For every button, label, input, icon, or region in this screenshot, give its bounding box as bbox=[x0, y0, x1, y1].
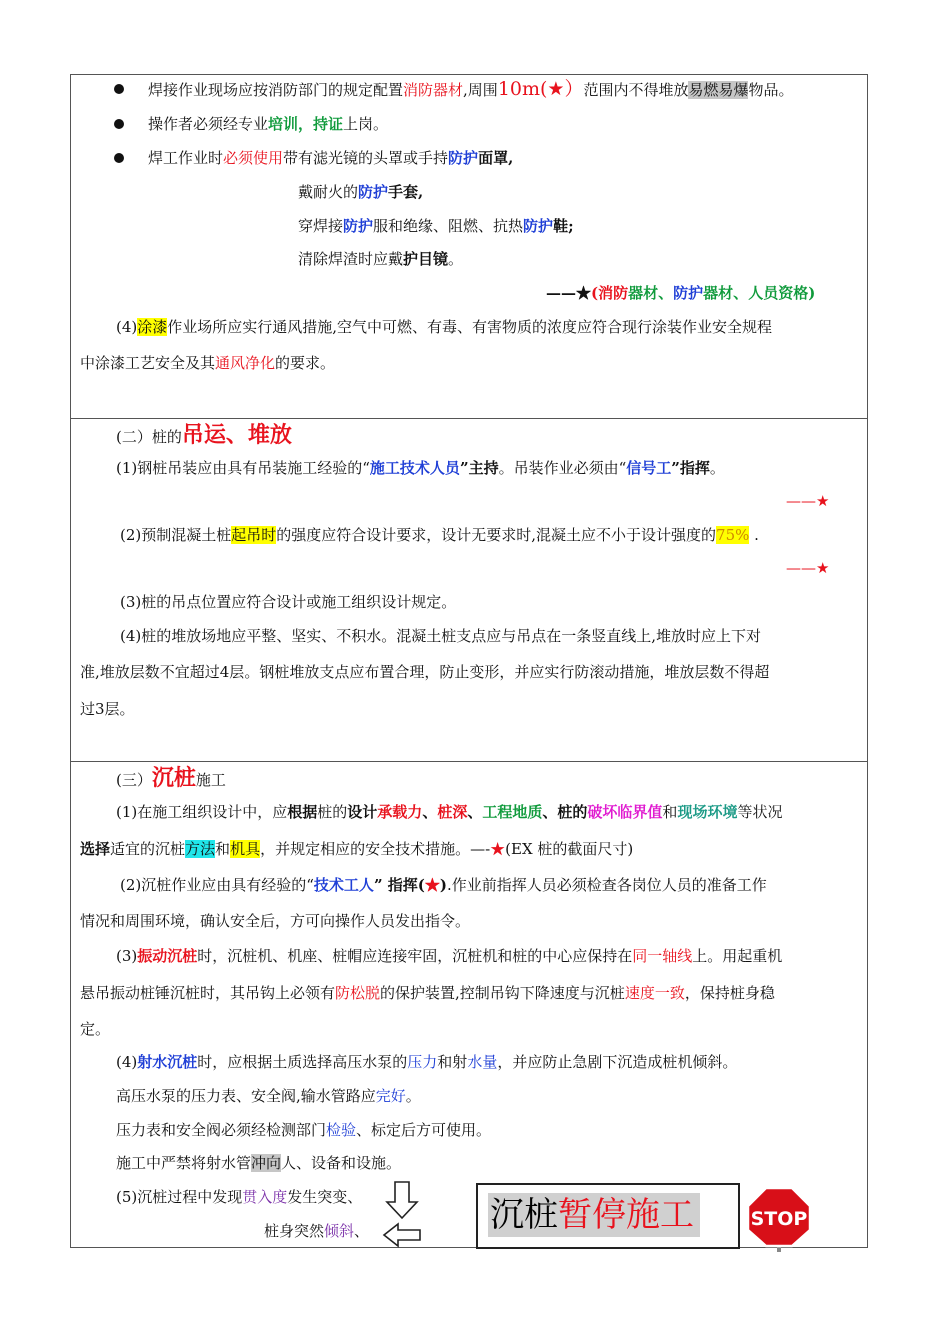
star-mark: ——★ bbox=[786, 559, 830, 577]
text: 、标定后方可使用。 bbox=[356, 1121, 492, 1139]
text: . bbox=[749, 526, 759, 544]
text: 的要求。 bbox=[275, 354, 336, 372]
highlight: 冲向 bbox=[251, 1154, 282, 1172]
keyword: 设计 bbox=[347, 803, 378, 821]
text: ，保持桩身稳 bbox=[684, 984, 775, 1002]
text: 和 bbox=[662, 803, 678, 821]
clothes-line bbox=[298, 215, 574, 237]
keyword: 水量 bbox=[467, 1053, 498, 1071]
painting-paragraph-cont bbox=[80, 352, 335, 374]
text: 戴耐火的 bbox=[298, 183, 359, 201]
keyword: 施工技术人员 bbox=[369, 459, 460, 477]
keyword: 消防器材 bbox=[403, 81, 464, 99]
text: 人、设备和设施。 bbox=[281, 1154, 402, 1172]
text: (5)沉桩过程中发现 bbox=[116, 1188, 243, 1206]
highlight: 易燃易爆 bbox=[688, 81, 749, 99]
section-3-title bbox=[116, 764, 226, 794]
keyword: 防护 bbox=[523, 217, 554, 235]
keyword: 根据 bbox=[287, 803, 318, 821]
text: (1)钢桩吊装应由具有吊装施工经验的“ bbox=[116, 459, 370, 477]
text: 适宜的沉桩 bbox=[110, 840, 186, 858]
star-mark: ★ bbox=[424, 876, 440, 894]
text: ，并规定相应的安全技术措施。—- bbox=[260, 840, 491, 858]
text: 、 bbox=[542, 803, 558, 821]
section-divider-1 bbox=[70, 418, 868, 419]
text: 。吊装作业必须由“ bbox=[498, 459, 627, 477]
text: 鞋; bbox=[553, 217, 574, 235]
stop-sign-icon bbox=[744, 1184, 816, 1252]
keyword: 同一轴线 bbox=[632, 947, 693, 965]
keyword: 防护 bbox=[673, 284, 704, 302]
bullet-icon bbox=[114, 119, 124, 129]
stop-construction-title bbox=[488, 1193, 700, 1237]
stacking-paragraph-3: 过3层。 bbox=[80, 700, 135, 718]
text: 、 bbox=[354, 1222, 370, 1240]
stop-sign-label: STOP bbox=[750, 1208, 808, 1230]
text: 和射 bbox=[437, 1053, 468, 1071]
text: 时，沉桩机、机座、桩帽应连接牢固，沉桩机和桩的中心应保持在 bbox=[197, 947, 633, 965]
highlight: 方法 bbox=[185, 840, 216, 858]
water-jet-paragraph bbox=[116, 1051, 737, 1073]
highlight: 机具 bbox=[230, 840, 261, 858]
keyword: 完好 bbox=[375, 1087, 406, 1105]
steel-pile-paragraph bbox=[116, 457, 725, 479]
stacking-paragraph-1: (4)桩的堆放场地应平整、坚实、不积水。混凝土桩支点应与吊点在一条竖直线上,堆放时应上下对 bbox=[120, 627, 762, 645]
gloves-line bbox=[298, 181, 423, 203]
text: 作业场所应实行通风措施,空气中可燃、有毒、有害物质的浓度应符合现行涂装作业安全规程 bbox=[167, 318, 773, 336]
text: ” 指挥( bbox=[373, 876, 425, 894]
text: (EX 桩的截面尺寸) bbox=[505, 840, 634, 858]
text: 操作者必须经专业 bbox=[148, 115, 269, 133]
text: 桩身突然 bbox=[264, 1222, 325, 1240]
keyword: 10m(★） bbox=[497, 78, 584, 100]
text: 物品。 bbox=[748, 81, 794, 99]
text: 上岗。 bbox=[343, 115, 389, 133]
keyword: 信号工 bbox=[626, 459, 672, 477]
lifting-point-paragraph: (3)桩的吊点位置应符合设计或施工组织设计规定。 bbox=[120, 593, 457, 611]
keyword: 器材、 bbox=[628, 284, 674, 302]
design-paragraph-cont bbox=[80, 838, 633, 860]
text: 等状况 bbox=[737, 803, 783, 821]
text: 上。用起重机 bbox=[692, 947, 783, 965]
keyword: 防护 bbox=[343, 217, 374, 235]
text: 面罩, bbox=[478, 149, 514, 167]
pump-line bbox=[116, 1085, 421, 1107]
text: ”主持 bbox=[459, 459, 499, 477]
keyword: 振动沉桩 bbox=[137, 947, 198, 965]
keyword: 防护 bbox=[448, 149, 479, 167]
section-2-title bbox=[116, 421, 292, 451]
keyword: 贯入度 bbox=[242, 1188, 288, 1206]
text: 高压水泵的压力表、安全阀,输水管路应 bbox=[116, 1087, 376, 1105]
star-mark: ——★ bbox=[786, 492, 830, 510]
text: 悬吊振动桩锤沉桩时，其吊钩上必领有 bbox=[80, 984, 336, 1002]
keyword: 人员资格 bbox=[748, 284, 809, 302]
goggles-line bbox=[298, 248, 463, 270]
text: ，并应防止急剧下沉造成桩机倾斜。 bbox=[497, 1053, 738, 1071]
heading-keyword: 吊运、堆放 bbox=[181, 422, 292, 448]
design-paragraph bbox=[116, 801, 782, 823]
worker-paragraph-cont: 情况和周围环境，确认安全后，方可向操作人员发出指令。 bbox=[80, 912, 471, 930]
keyword: 选择 bbox=[80, 840, 111, 858]
gauge-line bbox=[116, 1119, 491, 1141]
text: 、 bbox=[422, 803, 438, 821]
text: (3) bbox=[116, 947, 138, 965]
text: 服和绝缘、阻燃、抗热 bbox=[373, 217, 524, 235]
section-divider-2 bbox=[70, 761, 868, 762]
text: 手套, bbox=[388, 183, 424, 201]
keyword: 技术工人 bbox=[313, 876, 374, 894]
text: 带有滤光镜的头罩或手持 bbox=[283, 149, 449, 167]
text: 焊接作业现场应按消防部门的规定配置 bbox=[148, 81, 404, 99]
text: 中涂漆工艺安全及其 bbox=[80, 354, 216, 372]
keyword: 护目镜 bbox=[403, 250, 449, 268]
text: 焊工作业时 bbox=[148, 149, 224, 167]
text: 发生突变、 bbox=[287, 1188, 363, 1206]
hose-line bbox=[116, 1152, 401, 1174]
vibration-paragraph-cont bbox=[80, 982, 775, 1004]
text: 暂停施工 bbox=[558, 1195, 694, 1235]
keyword: 防松脱 bbox=[335, 984, 381, 1002]
text: 桩的 bbox=[317, 803, 348, 821]
bullet-icon bbox=[114, 153, 124, 163]
painting-paragraph bbox=[116, 316, 772, 338]
keyword: 消防 bbox=[598, 284, 629, 302]
text: 、 bbox=[467, 803, 483, 821]
highlight: 起吊时 bbox=[231, 526, 277, 544]
keyword: 防护 bbox=[358, 183, 389, 201]
text: 范围内不得堆放 bbox=[583, 81, 689, 99]
highlight: 75% bbox=[716, 526, 750, 544]
text: ——★ bbox=[546, 284, 592, 302]
text: .作业前指挥人员必须检查各岗位人员的准备工作 bbox=[447, 876, 767, 894]
text: (2)沉桩作业应由具有经验的“ bbox=[120, 876, 314, 894]
heading-keyword: 沉桩 bbox=[151, 765, 196, 791]
keyword: 现场环境 bbox=[677, 803, 738, 821]
text: 施工 bbox=[195, 771, 226, 789]
bullet-icon bbox=[114, 84, 124, 94]
arrow-left-icon bbox=[382, 1222, 422, 1248]
keyword: 承载力 bbox=[377, 803, 423, 821]
text: 穿焊接 bbox=[298, 217, 344, 235]
worker-paragraph bbox=[120, 874, 767, 896]
text: ( bbox=[591, 284, 599, 302]
text: ) bbox=[808, 284, 816, 302]
keyword: 桩的 bbox=[557, 803, 588, 821]
text: (4) bbox=[116, 1053, 138, 1071]
text: ”指挥 bbox=[671, 459, 710, 477]
star-mark: ★ bbox=[490, 840, 506, 858]
keyword: 破坏临界值 bbox=[587, 803, 663, 821]
text: 施工中严禁将射水管 bbox=[116, 1154, 252, 1172]
text: 。 bbox=[405, 1087, 421, 1105]
text: 和 bbox=[215, 840, 231, 858]
training-line bbox=[148, 113, 388, 135]
text: 时，应根据土质选择高压水泵的 bbox=[197, 1053, 408, 1071]
summary-line bbox=[546, 282, 815, 304]
text: (二）桩的 bbox=[116, 428, 182, 446]
keyword: 必须使用 bbox=[223, 149, 284, 167]
keyword: 桩深 bbox=[437, 803, 468, 821]
keyword: 工程地质 bbox=[482, 803, 543, 821]
text: (1)在施工组织设计中，应 bbox=[116, 803, 288, 821]
arrow-down-icon bbox=[384, 1180, 420, 1220]
highlight: 涂漆 bbox=[137, 318, 168, 336]
keyword: 速度一致 bbox=[624, 984, 685, 1002]
mask-line bbox=[148, 147, 513, 169]
keyword: 射水沉桩 bbox=[137, 1053, 198, 1071]
keyword: 倾斜 bbox=[324, 1222, 355, 1240]
text: 压力表和安全阀必须经检测部门 bbox=[116, 1121, 327, 1139]
fire-equipment-line bbox=[148, 78, 794, 101]
text: 。 bbox=[448, 250, 464, 268]
tilt-line bbox=[264, 1220, 369, 1242]
text: (2)预制混凝土桩 bbox=[120, 526, 232, 544]
text: 。 bbox=[709, 459, 725, 477]
keyword: 检验 bbox=[326, 1121, 357, 1139]
penetration-line bbox=[116, 1186, 362, 1208]
text: 的保护装置,控制吊钩下降速度与沉桩 bbox=[380, 984, 625, 1002]
concrete-pile-paragraph bbox=[120, 524, 759, 546]
text: 沉桩 bbox=[490, 1195, 558, 1235]
stop-construction-box bbox=[476, 1183, 740, 1249]
vibration-paragraph bbox=[116, 945, 782, 967]
text: 清除焊渣时应戴 bbox=[298, 250, 404, 268]
keyword: 培训，持证 bbox=[268, 115, 344, 133]
stacking-paragraph-2: 准,堆放层数不宜超过4层。钢桩堆放支点应布置合理，防止变形，并应实行防滚动措施，堆放层数不得超 bbox=[80, 663, 770, 681]
text: ) bbox=[439, 876, 448, 894]
keyword: 器材、 bbox=[703, 284, 749, 302]
keyword: 通风净化 bbox=[215, 354, 276, 372]
vibration-paragraph-end: 定。 bbox=[80, 1020, 111, 1038]
text: 的强度应符合设计要求，设计无要求时,混凝土应不小于设计强度的 bbox=[276, 526, 717, 544]
text: (4) bbox=[116, 318, 138, 336]
text: (三） bbox=[116, 771, 152, 789]
keyword: 压力 bbox=[407, 1053, 438, 1071]
text: ,周围 bbox=[463, 81, 498, 99]
